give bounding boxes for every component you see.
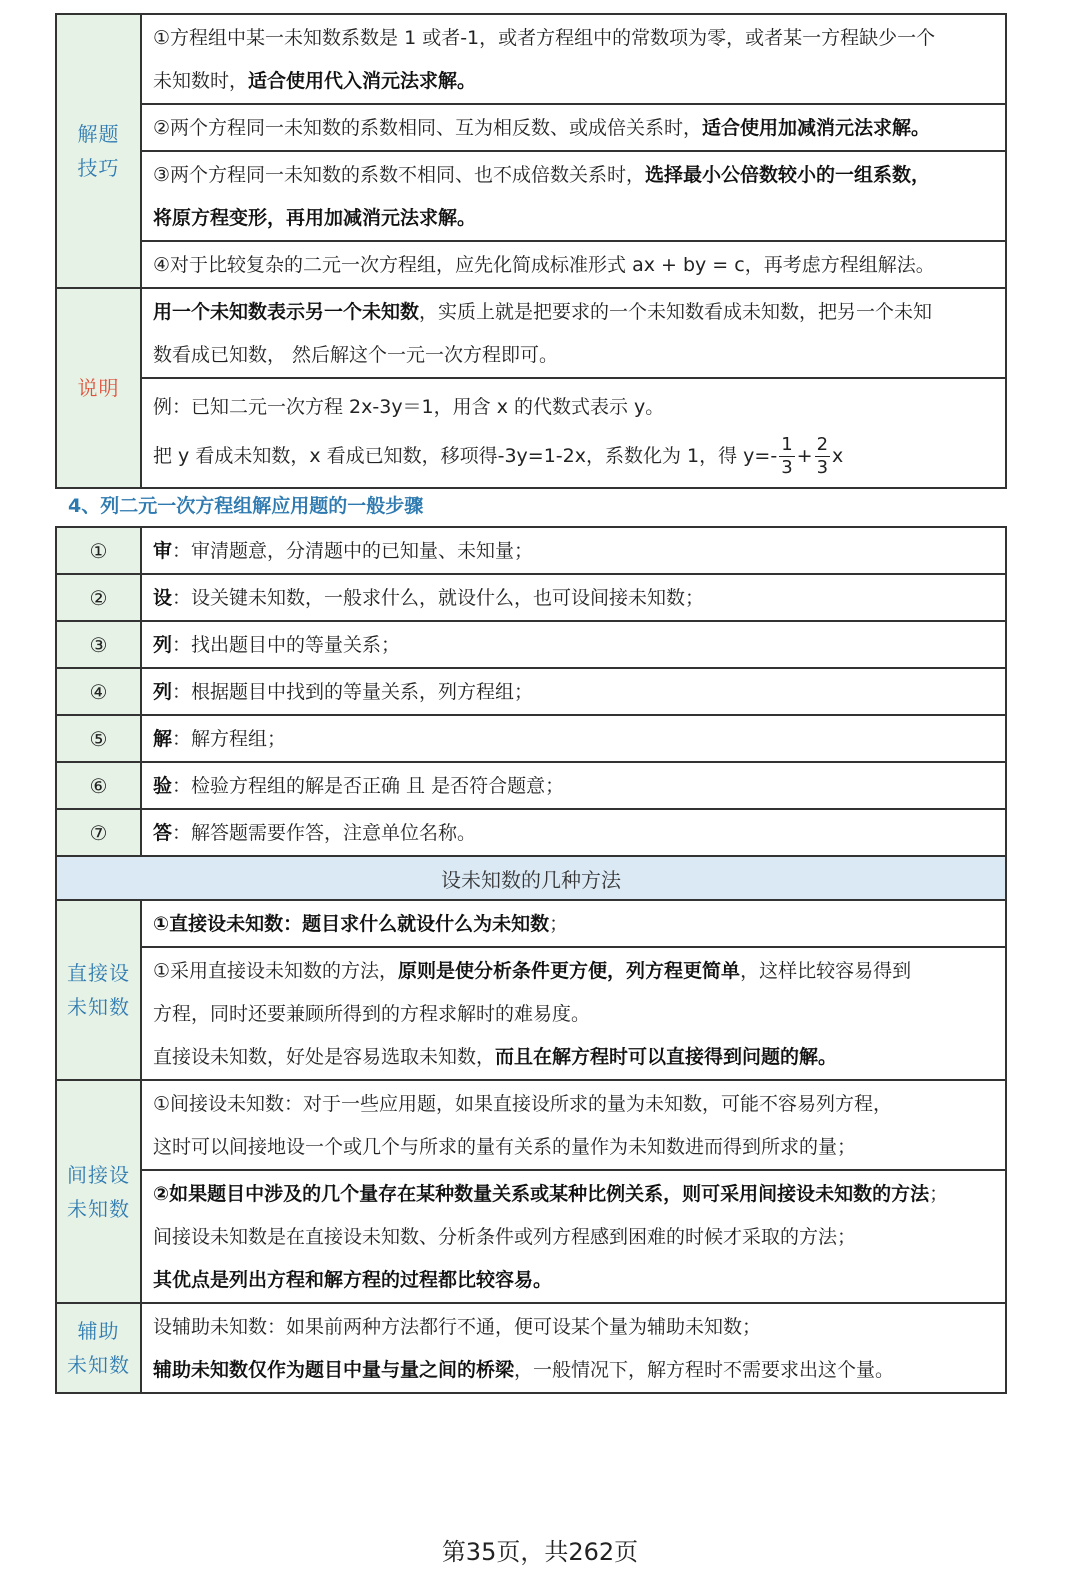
auxiliary-detail: 设辅助未知数：如果前两种方法都行不通，便可设某个量为辅助未知数； 辅助未知数仅作为题目中量与量之间的桥梁，一般情况下，解方程时不需要求出这个量。 (141, 1303, 1006, 1393)
steps-table (55, 526, 1007, 1394)
step-number: ④ (56, 668, 141, 715)
indirect-label: 间接设 未知数 (56, 1080, 141, 1303)
step-row (56, 762, 1006, 809)
step-row (56, 715, 1006, 762)
indirect-detail: ②如果题目中涉及的几个量存在某种数量关系或某种比例关系，则可采用间接设未知数的方法； 间接设未知数是在直接设未知数、分析条件或列方程感到困难的时候才采取的方法； 其优点是列出方程和解方程的过程都比较容易。 (141, 1170, 1006, 1303)
fraction-2: $\frac{2}{3}$ (816, 433, 829, 478)
fraction-1: $\frac{1}{3}$ (781, 433, 793, 478)
step-text: 设：设关键未知数，一般求什么，就设什么，也可设间接未知数； (141, 574, 1006, 621)
direct-line-1: ①直接设未知数：题目求什么就设什么为未知数； (141, 900, 1006, 947)
step-text: 列：根据题目中找到的等量关系，列方程组； (141, 668, 1006, 715)
step-row (56, 668, 1006, 715)
step-number: ③ (56, 621, 141, 668)
step-number: ② (56, 574, 141, 621)
step-number: ⑥ (56, 762, 141, 809)
page-footer: 第35页，共262页 (441, 1538, 639, 1566)
example: 例：已知二元一次方程 2x-3y＝1，用含 x 的代数式表示 y。 把 y 看成未知数，x 看成已知数，移项得-3y=1-2x，系数化为 1，得 y=- $\frac{1}{3}$ + $\frac{2}{3}$ x (141, 378, 1006, 488)
step-number: ⑦ (56, 809, 141, 856)
skill-2: ②两个方程同一未知数的系数相同、互为相反数、或成倍关系时，适合使用加减消元法求解。 (141, 104, 1006, 151)
step-text: 解：解方程组； (141, 715, 1006, 762)
skills-label: 解题 技巧 (56, 14, 141, 288)
skill-1: ①方程组中某一未知数系数是 1 或者-1，或者方程组中的常数项为零，或者某一方程缺少一个 未知数时，适合使用代入消元法求解。 (141, 14, 1006, 104)
step-number: ① (56, 527, 141, 574)
section-heading: 4、列二元一次方程组解应用题的一般步骤 (68, 495, 424, 517)
step-row (56, 809, 1006, 856)
indirect-line-1: ①间接设未知数：对于一些应用题，如果直接设所求的量为未知数，可能不容易列方程， 这时可以间接地设一个或几个与所求的量有关系的量作为未知数进而得到所求的量； (141, 1080, 1006, 1170)
step-text: 列：找出题目中的等量关系； (141, 621, 1006, 668)
methods-title: 设未知数的几种方法 (56, 856, 1006, 900)
step-row (56, 574, 1006, 621)
explain-label: 说明 (56, 288, 141, 488)
auxiliary-label: 辅助 未知数 (56, 1303, 141, 1393)
step-text: 验：检验方程组的解是否正确 且 是否符合题意； (141, 762, 1006, 809)
step-text: 答：解答题需要作答，注意单位名称。 (141, 809, 1006, 856)
direct-detail: ①采用直接设未知数的方法，原则是使分析条件更方便，列方程更简单，这样比较容易得到 方程，同时还要兼顾所得到的方程求解时的难易度。 直接设未知数，好处是容易选取未知数，而且在解方程时可以直接得到问题的解。 (141, 947, 1006, 1080)
step-row (56, 621, 1006, 668)
skills-table (55, 13, 1007, 489)
step-number: ⑤ (56, 715, 141, 762)
skill-4: ④对于比较复杂的二元一次方程组，应先化简成标准形式 ax + by = c，再考虑方程组解法。 (141, 241, 1006, 288)
explain-1: 用一个未知数表示另一个未知数，实质上就是把要求的一个未知数看成未知数，把另一个未知 数看成已知数， 然后解这个一元一次方程即可。 (141, 288, 1006, 378)
step-text: 审：审清题意，分清题中的已知量、未知量； (141, 527, 1006, 574)
step-row (56, 527, 1006, 574)
direct-label: 直接设 未知数 (56, 900, 141, 1080)
skill-3: ③两个方程同一未知数的系数不相同、也不成倍数关系时，选择最小公倍数较小的一组系数， 将原方程变形，再用加减消元法求解。 (141, 151, 1006, 241)
